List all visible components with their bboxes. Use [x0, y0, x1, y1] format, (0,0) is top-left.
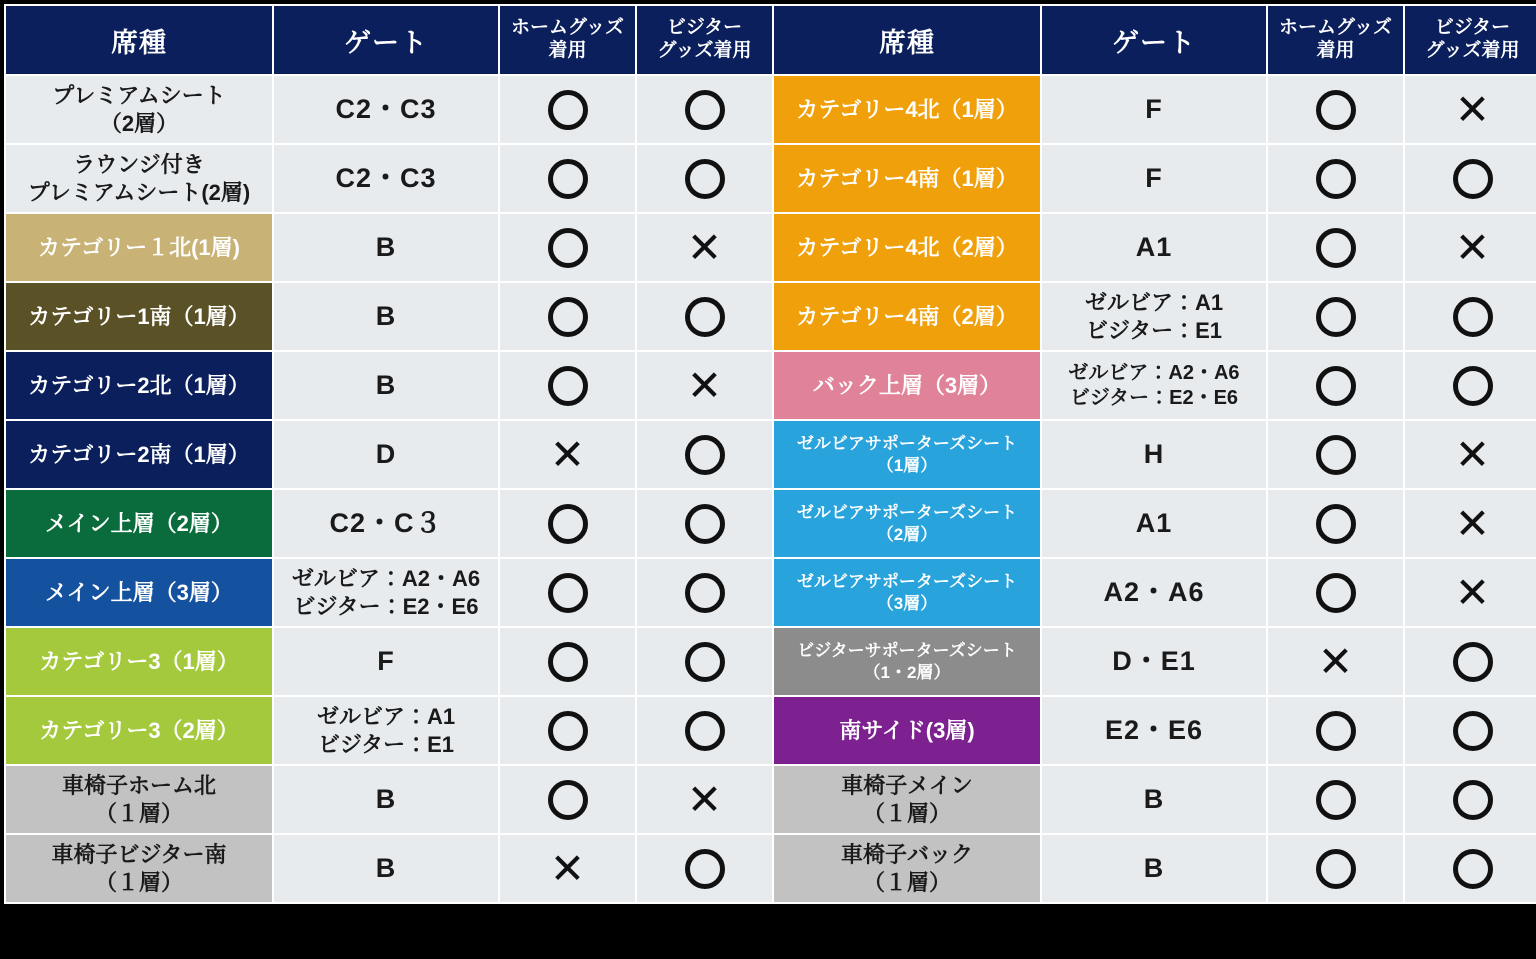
seat-type-cell: 車椅子ビジター南 （１層） — [5, 834, 273, 903]
circle-icon — [548, 780, 588, 820]
gate-cell: C2・C3 — [273, 144, 499, 213]
gate-cell: C2・C3 — [273, 75, 499, 144]
circle-icon — [548, 642, 588, 682]
seat-type-cell: ゼルビアサポーターズシート （2層） — [773, 489, 1041, 558]
circle-icon — [1316, 435, 1356, 475]
home-goods-cell — [1267, 765, 1404, 834]
seat-type-cell: カテゴリー4南（1層） — [773, 144, 1041, 213]
column-header-4: ビジター グッズ着用 — [636, 5, 773, 75]
seat-type-cell: カテゴリー4北（1層） — [773, 75, 1041, 144]
cross-icon: ✕ — [549, 429, 586, 479]
circle-icon — [1316, 711, 1356, 751]
gate-cell: B — [273, 765, 499, 834]
table-row — [5, 351, 1536, 420]
gate-cell: A1 — [1041, 489, 1267, 558]
column-header-2: ゲート — [273, 5, 499, 75]
circle-icon — [685, 297, 725, 337]
circle-icon — [1316, 849, 1356, 889]
visitor-goods-cell — [1404, 558, 1536, 627]
gate-cell: C2・C３ — [273, 489, 499, 558]
circle-icon — [1453, 642, 1493, 682]
home-goods-cell — [1267, 420, 1404, 489]
circle-icon — [548, 90, 588, 130]
gate-cell: B — [273, 834, 499, 903]
home-goods-cell — [1267, 282, 1404, 351]
circle-icon — [685, 504, 725, 544]
table-row — [5, 75, 1536, 144]
gate-cell: B — [1041, 765, 1267, 834]
gate-cell: B — [273, 351, 499, 420]
cross-icon: ✕ — [1454, 567, 1491, 617]
visitor-goods-cell — [1404, 834, 1536, 903]
circle-icon — [685, 711, 725, 751]
circle-icon — [1316, 90, 1356, 130]
home-goods-cell — [499, 75, 636, 144]
circle-icon — [685, 849, 725, 889]
seat-type-cell: プレミアムシート （2層） — [5, 75, 273, 144]
seat-type-cell: カテゴリー2南（1層） — [5, 420, 273, 489]
table-row — [5, 420, 1536, 489]
home-goods-cell — [1267, 834, 1404, 903]
circle-icon — [548, 504, 588, 544]
visitor-goods-cell — [1404, 75, 1536, 144]
circle-icon — [1453, 366, 1493, 406]
visitor-goods-cell — [636, 834, 773, 903]
visitor-goods-cell — [1404, 213, 1536, 282]
visitor-goods-cell — [636, 213, 773, 282]
table-header — [5, 5, 1536, 75]
visitor-goods-cell — [636, 420, 773, 489]
visitor-goods-cell — [636, 696, 773, 765]
circle-icon — [548, 297, 588, 337]
circle-icon — [1453, 711, 1493, 751]
circle-icon — [1453, 159, 1493, 199]
gate-cell: D・E1 — [1041, 627, 1267, 696]
gate-cell: E2・E6 — [1041, 696, 1267, 765]
cross-icon: ✕ — [686, 222, 723, 272]
gate-cell: B — [273, 213, 499, 282]
table-row — [5, 765, 1536, 834]
cross-icon: ✕ — [549, 843, 586, 893]
seat-type-cell: 車椅子ホーム北 （１層） — [5, 765, 273, 834]
home-goods-cell — [1267, 75, 1404, 144]
table-row — [5, 558, 1536, 627]
visitor-goods-cell — [636, 627, 773, 696]
cross-icon: ✕ — [1454, 222, 1491, 272]
home-goods-cell — [499, 420, 636, 489]
header-row — [5, 5, 1536, 75]
cross-icon: ✕ — [1454, 429, 1491, 479]
column-header-7: ホームグッズ 着用 — [1267, 5, 1404, 75]
circle-icon — [548, 366, 588, 406]
gate-cell: ゼルビア：A1 ビジター：E1 — [273, 696, 499, 765]
table-row — [5, 696, 1536, 765]
home-goods-cell — [1267, 351, 1404, 420]
visitor-goods-cell — [636, 489, 773, 558]
gate-cell: ゼルビア：A2・A6 ビジター：E2・E6 — [273, 558, 499, 627]
seat-type-cell: メイン上層（2層） — [5, 489, 273, 558]
gate-cell: D — [273, 420, 499, 489]
cross-icon: ✕ — [686, 774, 723, 824]
circle-icon — [685, 573, 725, 613]
column-header-6: ゲート — [1041, 5, 1267, 75]
table-row — [5, 627, 1536, 696]
gate-cell: ゼルビア：A2・A6 ビジター：E2・E6 — [1041, 351, 1267, 420]
seat-type-cell: ゼルビアサポーターズシート （3層） — [773, 558, 1041, 627]
home-goods-cell — [499, 489, 636, 558]
home-goods-cell — [1267, 558, 1404, 627]
seat-type-cell: ラウンジ付き プレミアムシート(2層) — [5, 144, 273, 213]
gate-cell: ゼルビア：A1 ビジター：E1 — [1041, 282, 1267, 351]
home-goods-cell — [1267, 213, 1404, 282]
cross-icon: ✕ — [686, 360, 723, 410]
circle-icon — [1316, 780, 1356, 820]
circle-icon — [548, 573, 588, 613]
visitor-goods-cell — [636, 558, 773, 627]
seat-type-cell: カテゴリー2北（1層） — [5, 351, 273, 420]
visitor-goods-cell — [1404, 765, 1536, 834]
gate-cell: B — [1041, 834, 1267, 903]
circle-icon — [685, 642, 725, 682]
seat-type-cell: カテゴリー1南（1層） — [5, 282, 273, 351]
column-header-3: ホームグッズ 着用 — [499, 5, 636, 75]
home-goods-cell — [499, 282, 636, 351]
circle-icon — [1316, 228, 1356, 268]
table-body — [5, 75, 1536, 903]
circle-icon — [1453, 780, 1493, 820]
circle-icon — [685, 159, 725, 199]
column-header-1: 席種 — [5, 5, 273, 75]
gate-cell: A2・A6 — [1041, 558, 1267, 627]
table-row — [5, 489, 1536, 558]
table-row — [5, 144, 1536, 213]
gate-cell: A1 — [1041, 213, 1267, 282]
visitor-goods-cell — [1404, 282, 1536, 351]
home-goods-cell — [499, 558, 636, 627]
seat-type-cell: バック上層（3層） — [773, 351, 1041, 420]
gate-cell: H — [1041, 420, 1267, 489]
seat-type-cell: カテゴリー１北(1層) — [5, 213, 273, 282]
home-goods-cell — [1267, 696, 1404, 765]
visitor-goods-cell — [636, 282, 773, 351]
home-goods-cell — [499, 765, 636, 834]
column-header-8: ビジター グッズ着用 — [1404, 5, 1536, 75]
home-goods-cell — [499, 351, 636, 420]
gate-cell: F — [273, 627, 499, 696]
visitor-goods-cell — [636, 75, 773, 144]
table-row — [5, 282, 1536, 351]
seat-type-cell: カテゴリー3（2層） — [5, 696, 273, 765]
cross-icon: ✕ — [1317, 636, 1354, 686]
home-goods-cell — [1267, 627, 1404, 696]
table-row — [5, 834, 1536, 903]
visitor-goods-cell — [1404, 144, 1536, 213]
visitor-goods-cell — [636, 765, 773, 834]
circle-icon — [548, 228, 588, 268]
cross-icon: ✕ — [1454, 84, 1491, 134]
seat-gate-table — [4, 4, 1536, 904]
seat-type-cell: カテゴリー4南（2層） — [773, 282, 1041, 351]
seat-type-cell: ビジターサポーターズシート （1・2層） — [773, 627, 1041, 696]
table-row — [5, 213, 1536, 282]
circle-icon — [1316, 573, 1356, 613]
visitor-goods-cell — [1404, 696, 1536, 765]
circle-icon — [1316, 159, 1356, 199]
circle-icon — [685, 90, 725, 130]
visitor-goods-cell — [1404, 420, 1536, 489]
circle-icon — [685, 435, 725, 475]
column-header-5: 席種 — [773, 5, 1041, 75]
cross-icon: ✕ — [1454, 498, 1491, 548]
gate-cell: F — [1041, 144, 1267, 213]
seat-type-cell: カテゴリー3（1層） — [5, 627, 273, 696]
home-goods-cell — [499, 834, 636, 903]
visitor-goods-cell — [636, 351, 773, 420]
visitor-goods-cell — [1404, 489, 1536, 558]
circle-icon — [1453, 297, 1493, 337]
seat-type-cell: メイン上層（3層） — [5, 558, 273, 627]
home-goods-cell — [1267, 489, 1404, 558]
seat-type-cell: 車椅子メイン （１層） — [773, 765, 1041, 834]
gate-cell: F — [1041, 75, 1267, 144]
circle-icon — [1453, 849, 1493, 889]
seat-type-cell: ゼルビアサポーターズシート （1層） — [773, 420, 1041, 489]
seat-type-cell: カテゴリー4北（2層） — [773, 213, 1041, 282]
home-goods-cell — [499, 144, 636, 213]
gate-cell: B — [273, 282, 499, 351]
visitor-goods-cell — [1404, 351, 1536, 420]
circle-icon — [1316, 366, 1356, 406]
visitor-goods-cell — [636, 144, 773, 213]
home-goods-cell — [499, 627, 636, 696]
circle-icon — [1316, 297, 1356, 337]
seat-type-cell: 車椅子バック （１層） — [773, 834, 1041, 903]
seat-type-cell: 南サイド(3層) — [773, 696, 1041, 765]
circle-icon — [548, 711, 588, 751]
home-goods-cell — [499, 696, 636, 765]
visitor-goods-cell — [1404, 627, 1536, 696]
home-goods-cell — [1267, 144, 1404, 213]
circle-icon — [1316, 504, 1356, 544]
circle-icon — [548, 159, 588, 199]
home-goods-cell — [499, 213, 636, 282]
